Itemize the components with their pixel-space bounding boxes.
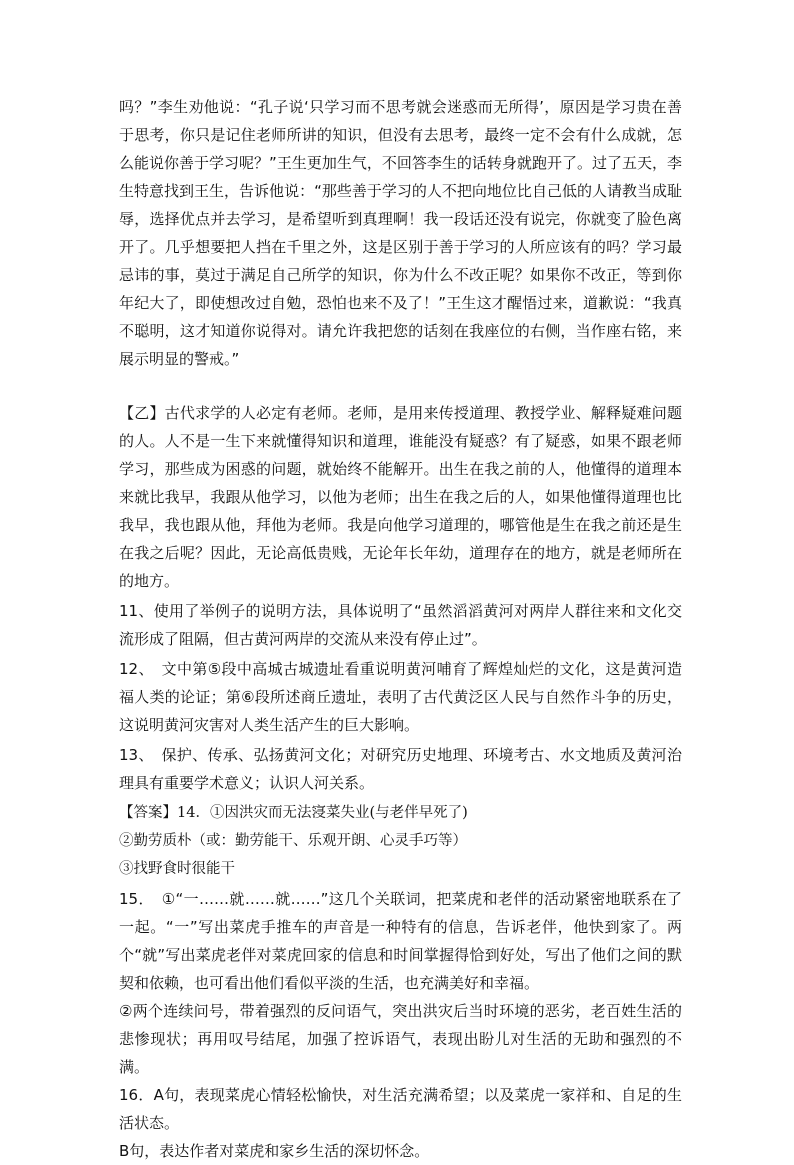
answer-13: 13、 保护、传承、弘扬黄河文化；对研究历史地理、环境考古、水文地质及黄河治理具有重要学术意义；认识人河关系。 — [119, 746, 682, 792]
answer-14-item-3: ③找野食时很能干 — [119, 861, 235, 877]
answer-14-item-2: ②勤劳质朴（或：勤劳能干、乐观开朗、心灵手巧等） — [119, 833, 467, 849]
answer-16-b: B句，表达作者对菜虎和家乡生活的深切怀念。 — [119, 1142, 430, 1160]
paragraph-gap — [119, 373, 682, 399]
answer-15-item-1: 15． ①“一……就……就……”这几个关联词，把菜虎和老伴的活动紧密地联系在了一起。“一”写出菜虎手推车的声音是一种特有的信息，告诉老伴，他快到家了。两个“就”写出菜虎老伴对菜虎回家的信息和时间掌握得恰到好处，写出了他们之间的默契和依赖，也可看出他们看似平淡的生活，也充满美好和幸福。 — [119, 890, 682, 992]
passage-jia-continued: 吗？”李生劝他说：“孔子说‘只学习而不思考就会迷惑而无所得’，原因是学习贵在善于思考，你只是记住老师所讲的知识，但没有去思考，最终一定不会有什么成就，怎么能说你善于学习呢？”王生更加生气，不回答李生的话转身就跑开了。过了五天，李生特意找到王生，告诉他说：“那些善于学习的人不把向地位比自己低的人请教当成耻辱，选择优点并去学习，是希望听到真理啊！我一段话还没有说完，你就变了脸色离开了。几乎想要把人挡在千里之外，这是区别于善于学习的人所应该有的吗？学习最忌讳的事，莫过于满足自己所学的知识，你为什么不改正呢？如果你不改正，等到你年纪大了，即使想改过自勉，恐怕也来不及了！”王生这才醒悟过来，道歉说：“我真不聪明，这才知道你说得对。请允许我把您的话刻在我座位的右侧，当作座右铭，来展示明显的警戒。” — [119, 98, 682, 368]
answer-11: 11、使用了举例子的说明方法，具体说明了“虽然滔滔黄河对两岸人群往来和文化交流形成了阻隔，但古黄河两岸的交流从来没有停止过”。 — [119, 602, 682, 648]
answer-14-head: 【答案】14．①因洪灾而无法寖菜失业(与老伴早死了) — [119, 805, 468, 821]
answer-16-a: 16．A句，表现菜虎心情轻松愉快，对生活充满希望；以及菜虎一家祥和、自足的生活状态。 — [119, 1086, 682, 1132]
answer-15-item-2: ②两个连续问号，带着强烈的反问语气，突出洪灾后当时环境的恶劣，老百姓生活的悲惨现状；再用叹号结尾，加强了控诉语气，表现出盼儿对生活的无助和强烈的不满。 — [119, 1002, 682, 1076]
answer-12: 12、 文中第⑤段中高城古城遗址看重说明黄河哺育了辉煌灿烂的文化，这是黄河造福人类的论证；第⑥段所述商丘遗址，表明了古代黄泛区人民与自然作斗争的历史，这说明黄河灾害对人类生活产生的巨大影响。 — [119, 660, 682, 734]
passage-yi: 【乙】古代求学的人必定有老师。老师，是用来传授道理、教授学业、解释疑难问题的人。人不是一生下来就懂得知识和道理，谁能没有疑惑？有了疑惑，如果不跟老师学习，那些成为困惑的问题，就始终不能解开。出生在我之前的人，他懂得的道理本来就比我早，我跟从他学习，以他为老师；出生在我之后的人，如果他懂得道理也比我早，我也跟从他，拜他为老师。我是向他学习道理的，哪管他是生在我之前还是生在我之后呢？因此，无论高低贵贱，无论年长年幼，道理存在的地方，就是老师所在的地方。 — [119, 404, 682, 590]
